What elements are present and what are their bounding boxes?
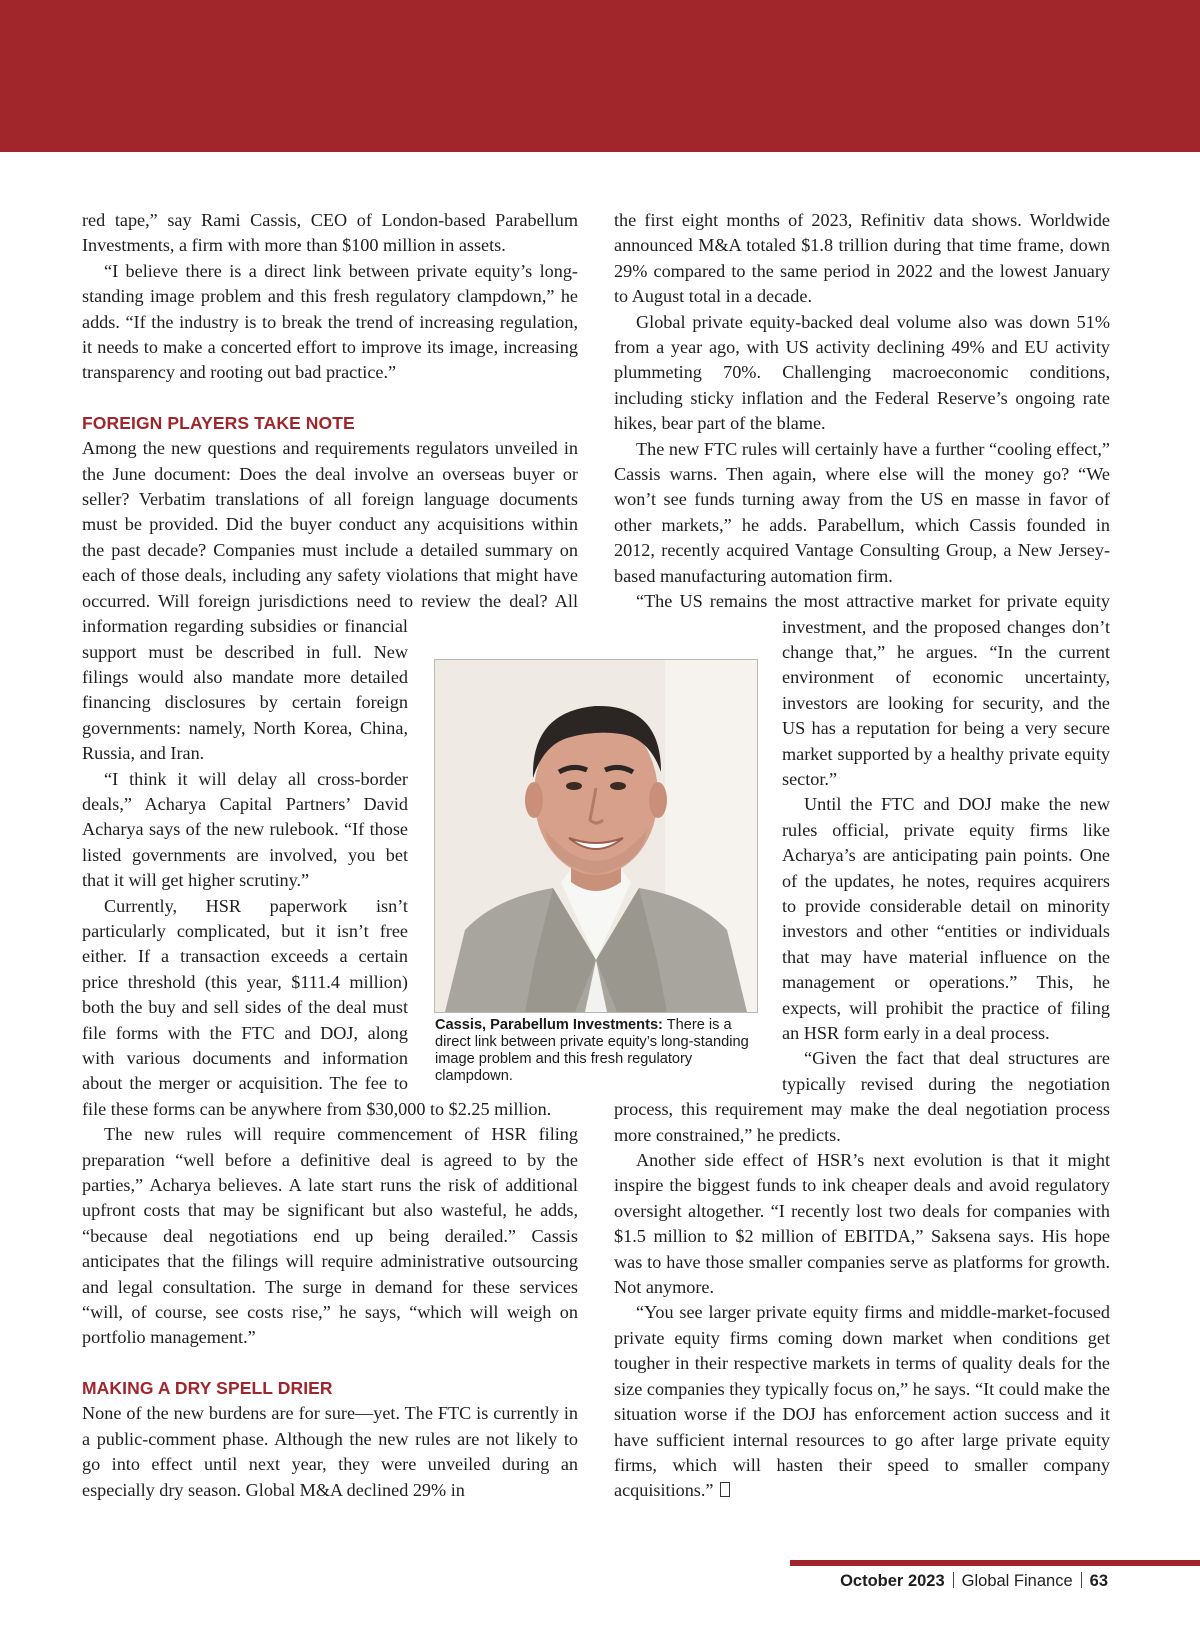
issue-date: October 2023 xyxy=(840,1572,945,1590)
paragraph: red tape,” say Rami Cassis, CEO of London-based Parabellum Investments, a firm with more than $100 million in assets. xyxy=(82,210,578,256)
photo-caption xyxy=(434,1017,758,1085)
page-footer xyxy=(840,1572,1108,1591)
publication-name: Global Finance xyxy=(961,1572,1073,1590)
paragraph xyxy=(614,1300,1110,1503)
paragraph: Until the FTC and DOJ make the new rules official, private equity firms like Acharya’s are anticipating pain points. One of the updates, he notes, requires acquirers to provide considerable detail on minority investors and other “entities or individuals that may have material influence on the management or operations.” This, he expects, will prohibit the practice of filing an HSR form early in a deal process. xyxy=(782,794,1110,1043)
paragraph: Among the new questions and requirements regulators unveiled in the June document: Does the deal involve an overseas buyer or seller? Verbatim translations of all foreign language documents must be provided. Did the buyer conduct any acquisitions within the past decade? Companies must include a detailed summary on each of those deals, including any safety violations that might have occurred. Will foreign jurisdictions need to review the deal? All information regarding subsidies or financial support must be described in full. New filings would also mandate more detailed financing disclosures by certain foreign governments: namely, North Korea, China, Russia, and Iran. xyxy=(82,438,578,764)
caption-text: There is a direct link between private equity’s long-standing image problem and this fresh regulatory clampdown. xyxy=(435,1017,749,1084)
section-heading: MAKING A DRY SPELL DRIER xyxy=(82,1377,333,1398)
paragraph: the first eight months of 2023, Refinitiv data shows. Worldwide announced M&A totaled $1.8 trillion during that time frame, down 29% compared to the same period in 2022 and the lowest January to August total in a decade. xyxy=(614,210,1110,307)
caption-lead: Cassis, Parabellum Investments: xyxy=(435,1017,663,1033)
footer-rule xyxy=(790,1560,1200,1566)
paragraph: “The US remains the most attractive market for private equity investment, and the proposed changes don’t change that,” he argues. “In the current environment of economic uncertainty, investors are looking for security, and the US has a reputation for being a very secure market supported by a healthy private equity sector.” xyxy=(636,591,1110,789)
paragraph: Another side effect of HSR’s next evolution is that it might inspire the biggest funds to ink cheaper deals and avoid regulatory oversight altogether. “I recently lost two deals for companies with $1.5 million to $2 million of EBITDA,” Saksena says. His hope was to have those smaller companies serve as platforms for growth. Not anymore. xyxy=(614,1150,1110,1298)
paragraph: Global private equity-backed deal volume also was down 51% from a year ago, with US activity declining 49% and EU activity plummeting 70%. Challenging macroeconomic conditions, including sticky inflation and the Federal Reserve’s ongoing rate hikes, bear part of the blame. xyxy=(614,311,1110,434)
footer-separator xyxy=(953,1572,954,1588)
paragraph: The new rules will require commencement of HSR filing preparation “well before a definitive deal is agreed to by the parties,” Acharya believes. A late start runs the risk of additional upfront costs that may be significant but also wasteful, he adds, “because deal negotiations end up being derailed.” Cassis anticipates that the filings will require administrative outsourcing and legal consultation. The surge in demand for these services “will, of course, see costs rise,” he says, “which will weigh on portfolio management.” xyxy=(82,1124,578,1348)
paragraph: The new FTC rules will certainly have a further “cooling effect,” Cassis warns. Then again, where else will the money go? “We won’t see funds turning away from the US en masse in favor of other markets,” he adds. Parabellum, which Cassis founded in 2012, recently acquired Vantage Consulting Group, a New Jersey-based manufacturing automation firm. xyxy=(614,438,1110,586)
page-number: 63 xyxy=(1089,1572,1108,1590)
footer-separator xyxy=(1081,1572,1082,1588)
header-band xyxy=(0,0,1200,152)
paragraph-text: “You see larger private equity firms and middle-market-focused private equity firms coming down market when conditions get tougher in their respective markets in terms of quality deals for the size companies they typically focus on,” he says. “It could make the situation worse if the DOJ has enforcement action success and it have sufficient internal resources to go after large private equity firms, which will hasten their speed to smaller company acquisitions.” xyxy=(614,1302,1110,1501)
paragraph: Currently, HSR paperwork isn’t particularly complicated, but it isn’t free either. If a transaction exceeds a certain price threshold (this year, $111.4 million) both the buy and sell sides of the deal must file forms with the FTC and DOJ, along with various documents and information about the merger or acquisition. The fee to file these forms can be anywhere from $30,000 to $2.25 million. xyxy=(82,895,552,1119)
paragraph: None of the new burdens are for sure—yet. The FTC is currently in a public-comment phase. Although the new rules are not likely to go into effect until next year, they were unveiled during an especially dry season. Global M&A declined 29% in xyxy=(82,1403,578,1500)
portrait-photo xyxy=(434,659,758,1013)
paragraph: “I believe there is a direct link between private equity’s long-standing image problem and this fresh regulatory clampdown,” he adds. “If the industry is to break the trend of increasing regulation, it needs to make a concerted effort to improve its image, increasing transparency and rooting out bad practice.” xyxy=(82,260,578,383)
portrait-illustration xyxy=(435,660,757,1012)
paragraph: “Given the fact that deal structures are typically revised during the negotiation process, this requirement may make the deal negotiation process more constrained,” he predicts. xyxy=(614,1048,1110,1145)
end-of-article-icon xyxy=(720,1482,730,1497)
photo-block xyxy=(434,659,758,1085)
paragraph: “I think it will delay all cross-border deals,” Acharya Capital Partners’ David Acharya says of the new rulebook. “If those listed governments are involved, you bet that it will get higher scrutiny.” xyxy=(82,768,408,891)
section-heading: FOREIGN PLAYERS TAKE NOTE xyxy=(82,412,355,433)
